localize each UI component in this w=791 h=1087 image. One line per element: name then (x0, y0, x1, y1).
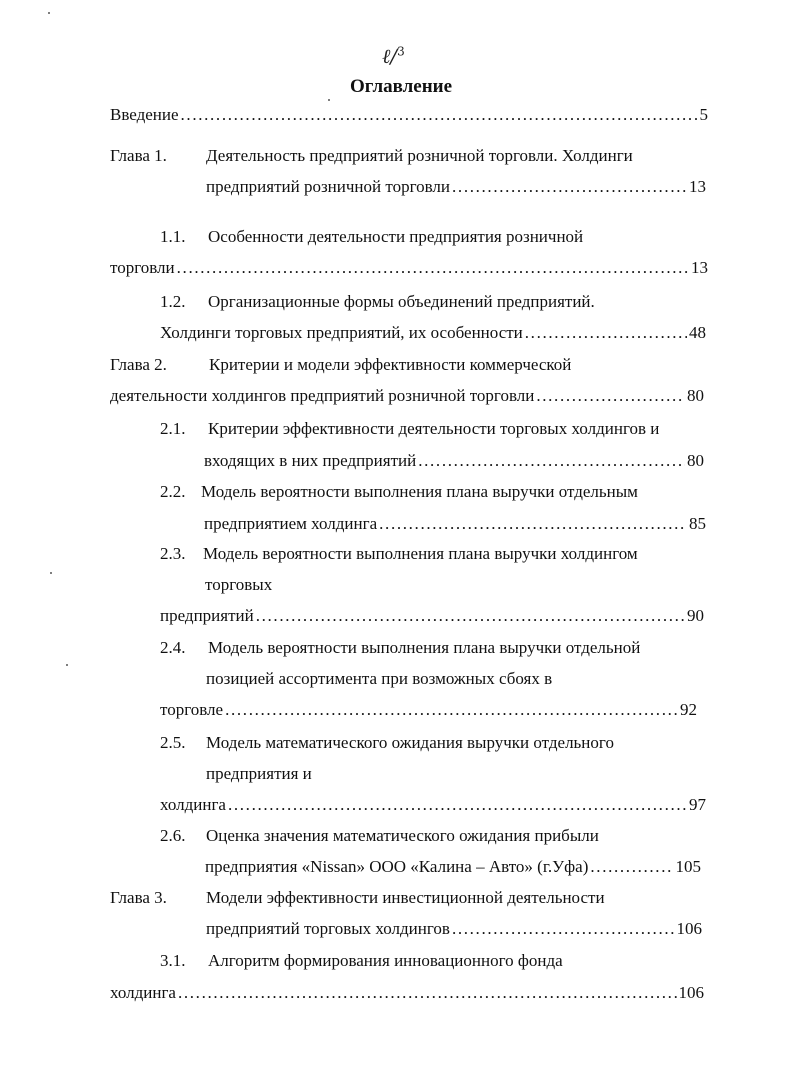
toc-entry-section-2-1 (204, 451, 704, 471)
toc-label: предприятием холдинга (204, 514, 378, 533)
toc-label: предприятий розничной торговли (206, 177, 451, 196)
toc-page: 90 (687, 606, 704, 625)
chapter-number: Глава 1. (110, 146, 167, 165)
page-title: Оглавление (350, 76, 453, 97)
toc-page: 106 (676, 919, 702, 938)
toc-text: позицией ассортимента при возможных сбоях в (206, 669, 553, 688)
section-number: 2.3. (160, 544, 186, 563)
toc-page: 48 (689, 323, 706, 342)
toc-leader (452, 177, 687, 197)
scan-speck (328, 99, 330, 101)
toc-text: Модель вероятности выполнения плана выручки холдингом (203, 544, 638, 563)
toc-leader (256, 606, 685, 626)
toc-label: холдинга (110, 983, 176, 1002)
toc-page: 106 (678, 983, 704, 1002)
toc-page: 13 (691, 258, 708, 277)
toc-entry-section-2-6 (205, 857, 701, 877)
toc-entry-section-1-1 (110, 258, 708, 278)
toc-label: Холдинги торговых предприятий, их особенности (160, 323, 523, 342)
toc-label: торговле (160, 700, 224, 719)
toc-text: Модель вероятности выполнения плана выручки отдельным (201, 482, 638, 501)
scan-speck (50, 572, 52, 574)
toc-leader (225, 700, 678, 720)
toc-leader (178, 983, 677, 1003)
toc-label: холдинга (160, 795, 226, 814)
toc-leader (525, 323, 687, 343)
scan-speck (66, 664, 68, 666)
toc-text: Критерии эффективности деятельности торговых холдингов и (208, 419, 660, 438)
toc-entry-intro (110, 105, 708, 125)
toc-leader (590, 857, 673, 877)
section-number: 2.1. (160, 419, 186, 438)
section-number: 1.2. (160, 292, 186, 311)
toc-text: Модель математического ожидания выручки отдельного (206, 733, 614, 752)
toc-label: Введение (110, 105, 179, 124)
section-number: 2.5. (160, 733, 186, 752)
toc-text: Модели эффективности инвестиционной деятельности (206, 888, 605, 907)
toc-label: предприятий торговых холдингов (206, 919, 450, 938)
toc-page: 5 (699, 105, 708, 124)
toc-leader (379, 514, 687, 534)
toc-leader (452, 919, 675, 939)
toc-page: 13 (689, 177, 706, 196)
toc-text: Организационные формы объединений предприятий. (208, 292, 595, 311)
toc-entry-chapter-3 (206, 919, 702, 939)
toc-text: предприятия и (206, 764, 312, 783)
toc-label: входящих в них предприятий (204, 451, 417, 470)
toc-label: предприятий (160, 606, 254, 625)
section-number: 3.1. (160, 951, 186, 970)
chapter-number: Глава 2. (110, 355, 167, 374)
toc-page: 97 (689, 795, 706, 814)
toc-entry-section-2-4 (160, 700, 697, 720)
chapter-number: Глава 3. (110, 888, 167, 907)
toc-entry-section-3-1 (110, 983, 704, 1003)
toc-text: торговых (205, 575, 273, 594)
toc-leader (418, 451, 685, 471)
toc-text: Алгоритм формирования инновационного фонда (208, 951, 563, 970)
toc-leader (228, 795, 687, 815)
toc-leader (536, 386, 685, 406)
toc-entry-section-2-2 (204, 514, 706, 534)
toc-label: предприятия «Nissan» ООО «Калина – Авто» (г.Уфа) (205, 857, 589, 876)
toc-entry-section-2-3 (160, 606, 704, 626)
toc-entry-chapter-2 (110, 386, 704, 406)
toc-entry-section-1-2 (160, 323, 706, 343)
toc-label: торговли (110, 258, 175, 277)
toc-page: 92 (680, 700, 697, 719)
section-number: 2.2. (160, 482, 186, 501)
toc-text: Модель вероятности выполнения плана выручки отдельной (208, 638, 641, 657)
toc-page: 80 (687, 386, 704, 405)
toc-text: Критерии и модели эффективности коммерческой (209, 355, 572, 374)
toc-page: 85 (689, 514, 706, 533)
handwritten-page-mark: ℓ/$^3$ (382, 44, 405, 68)
toc-leader (181, 105, 698, 125)
toc-label: деятельности холдингов предприятий розничной торговли (110, 386, 535, 405)
toc-page: 80 (687, 451, 704, 470)
toc-entry-section-2-5 (160, 795, 706, 815)
toc-text: Особенности деятельности предприятия розничной (208, 227, 584, 246)
toc-text: Деятельность предприятий розничной торговли. Холдинги (206, 146, 633, 165)
section-number: 2.6. (160, 826, 186, 845)
section-number: 2.4. (160, 638, 186, 657)
section-number: 1.1. (160, 227, 186, 246)
toc-page: 105 (675, 857, 701, 876)
scan-speck (48, 12, 50, 14)
toc-text: Оценка значения математического ожидания прибыли (206, 826, 599, 845)
toc-leader (177, 258, 689, 278)
toc-entry-chapter-1 (206, 177, 706, 197)
